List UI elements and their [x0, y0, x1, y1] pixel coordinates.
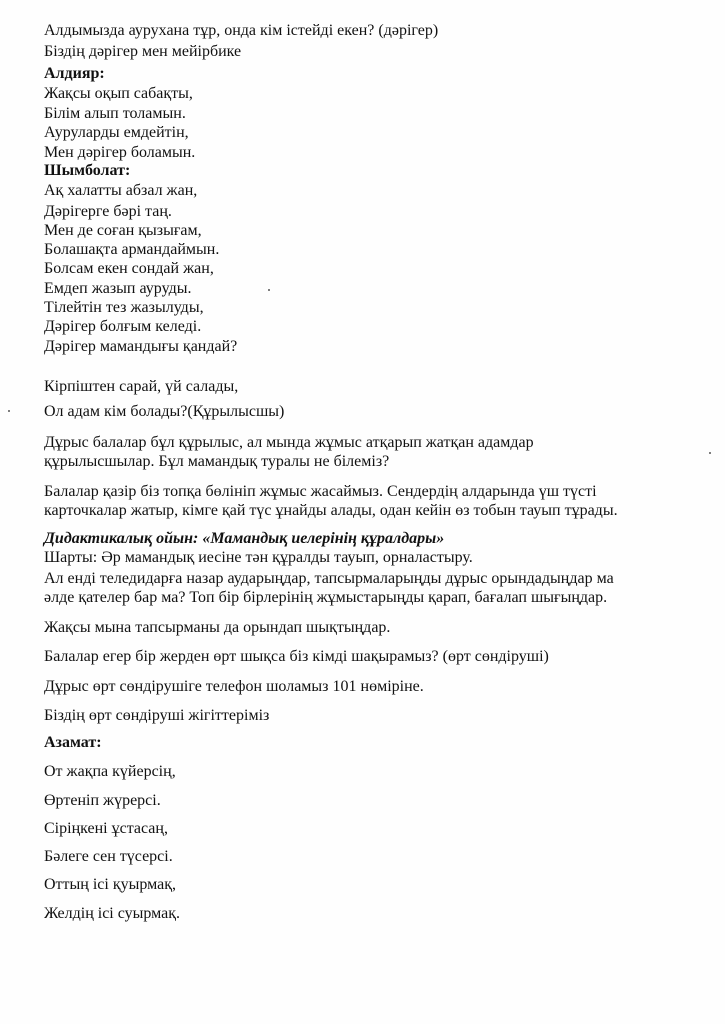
poem-line: Мен дәрігер боламын.	[44, 144, 196, 161]
text-line: Дұрыс балалар бұл құрылыс, ал мында жұмыс атқарып жатқан адамдар	[44, 434, 534, 451]
scan-speck	[8, 410, 10, 412]
text-line: Біздің өрт сөндіруші жігіттеріміз	[44, 707, 270, 724]
poem-line: Дәрігер болғым келеді.	[44, 318, 202, 335]
poem-line: Желдің ісі суырмақ.	[44, 905, 181, 922]
poem-line: Білім алып толамын.	[44, 105, 186, 122]
text-line: құрылысшылар. Бұл мамандық туралы не білеміз?	[44, 453, 390, 470]
scan-speck	[709, 452, 711, 454]
text-line: Балалар егер бір жерден өрт шықса біз кімді шақырамыз? (өрт сөндіруші)	[44, 648, 549, 665]
text-line: Дұрыс өрт сөндірушіге телефон шоламыз 101 нөміріне.	[44, 678, 424, 695]
riddle-line: Ол адам кім болады?(Құрылысшы)	[44, 403, 285, 420]
text-line: Дәрігер мамандығы қандай?	[44, 338, 238, 355]
text-line: Балалар қазір біз топқа бөлініп жұмыс жасаймыз. Сендердің алдарында үш түсті	[44, 483, 597, 500]
text-line: әлде қателер бар ма? Топ бір бірлерінің жұмыстарыңды қарап, бағалап шығыңдар.	[44, 589, 608, 606]
text-line: карточкалар жатыр, кімге қай түс ұнайды алады, одан кейін өз тобын тауып тұрады.	[44, 502, 618, 519]
poem-line: Ақ халатты абзал жан,	[44, 182, 198, 199]
riddle-line: Кірпіштен сарай, үй салады,	[44, 378, 239, 395]
speaker-heading: Шымболат:	[44, 162, 131, 179]
text-line: Алдымызда аурухана тұр, онда кім істейді екен? (дәрігер)	[44, 22, 439, 39]
text-line: Біздің дәрігер мен мейірбике	[44, 43, 242, 60]
poem-line: От жақпа күйерсің,	[44, 763, 176, 780]
poem-line: Сіріңкені ұстасаң,	[44, 820, 168, 837]
poem-line: Оттың ісі қуырмақ,	[44, 876, 177, 893]
poem-line: Болсам екен сондай жан,	[44, 260, 214, 277]
poem-line: Тілейтін тез жазылуды,	[44, 299, 204, 316]
text-line: Жақсы мына тапсырманы да орындап шықтыңдар.	[44, 619, 391, 636]
poem-line: Дәрігерге бәрі таң.	[44, 203, 172, 220]
poem-line: Ауруларды емдейтін,	[44, 124, 189, 141]
poem-line: Болашақта армандаймын.	[44, 241, 220, 258]
text-line: Шарты: Әр мамандық иесіне тән құралды тауып, орналастыру.	[44, 549, 473, 566]
poem-line: Мен де соған қызығам,	[44, 222, 202, 239]
scan-speck	[268, 289, 270, 291]
game-heading: Дидактикалық ойын: «Мамандық иелерінің құралдары»	[44, 530, 445, 547]
poem-line: Емдеп жазып ауруды.	[44, 280, 192, 297]
text-line: Ал енді теледидарға назар аударыңдар, тапсырмаларыңды дұрыс орындадыңдар ма	[44, 570, 614, 587]
poem-line: Жақсы оқып сабақты,	[44, 85, 193, 102]
speaker-heading: Алдияр:	[44, 65, 105, 82]
poem-line: Өртеніп жүрерсі.	[44, 792, 161, 809]
speaker-heading: Азамат:	[44, 734, 102, 751]
poem-line: Бәлеге сен түсерсі.	[44, 848, 173, 865]
